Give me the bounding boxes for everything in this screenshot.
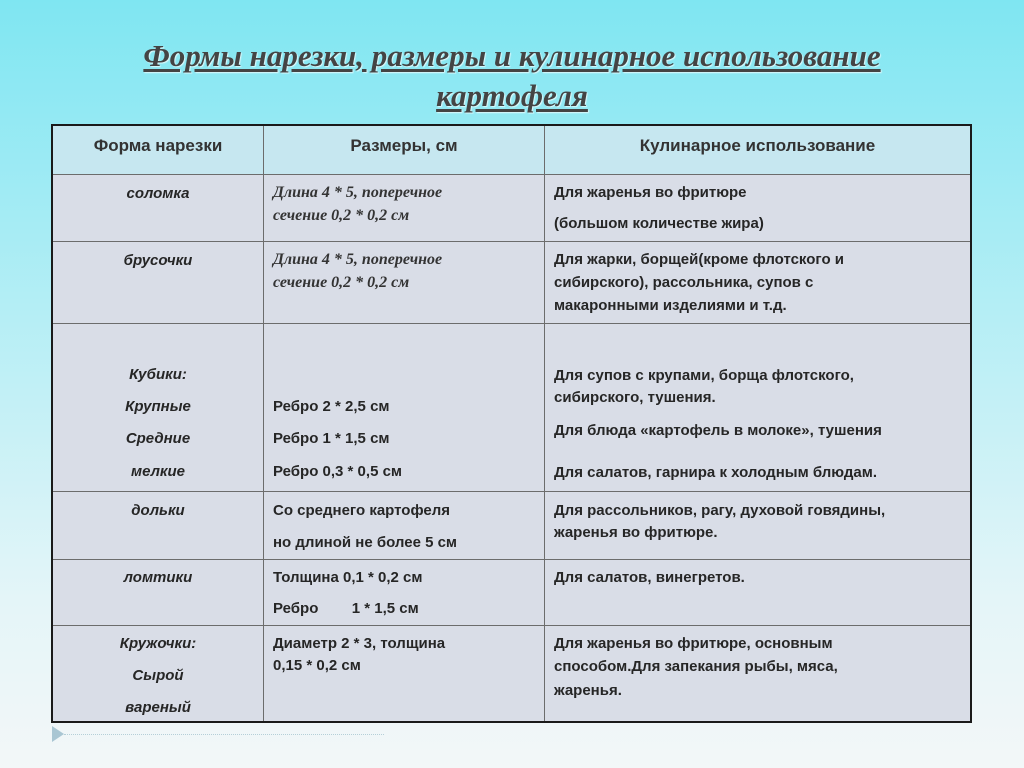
use-text: жаренья. <box>554 682 622 699</box>
use-text: Для супов с крупами, борща флотского, <box>554 367 854 384</box>
table-row <box>53 492 970 560</box>
table-header-row <box>53 126 970 175</box>
form-cell <box>53 560 264 625</box>
size-text: сечение 0,2 * 0,2 см <box>273 274 410 291</box>
table-row <box>53 626 970 721</box>
header-cell-form <box>53 126 264 174</box>
use-cell <box>545 324 970 491</box>
use-cell <box>545 626 970 721</box>
form-text: дольки <box>131 502 185 519</box>
table-row <box>53 560 970 626</box>
size-cell <box>264 324 545 491</box>
use-text: Для жаренья во фритюре, основным <box>554 635 833 652</box>
size-cell <box>264 175 545 241</box>
table-row <box>53 242 970 324</box>
size-cell <box>264 626 545 721</box>
form-cell <box>53 626 264 721</box>
form-cell <box>53 175 264 241</box>
use-text: сибирского), рассольника, супов с <box>554 274 814 291</box>
form-text: Кружочки: <box>119 635 197 652</box>
header-use-label: Кулинарное использование <box>639 136 876 155</box>
footer-divider <box>64 734 384 735</box>
form-cell <box>53 492 264 559</box>
size-text: Со среднего картофеля <box>273 502 450 519</box>
form-text: Крупные <box>125 398 191 415</box>
use-cell <box>545 242 970 323</box>
size-text: но длиной не более 5 см <box>273 534 458 551</box>
form-text: Средние <box>125 430 191 447</box>
header-form-label: Форма нарезки <box>93 136 223 155</box>
use-text: Для жаренья во фритюре <box>554 184 747 201</box>
use-text: (большом количестве жира) <box>554 215 764 232</box>
slide-title <box>0 36 1024 116</box>
potato-cuts-table <box>51 124 972 723</box>
size-text: Длина 4 * 5, поперечное <box>273 251 443 268</box>
title-line-2: картофеля <box>436 78 588 113</box>
table-row <box>53 175 970 242</box>
form-text: Кубики: <box>129 366 187 383</box>
use-text: Для салатов, винегретов. <box>554 569 745 586</box>
use-cell <box>545 175 970 241</box>
use-text: Для салатов, гарнира к холодным блюдам. <box>554 464 877 481</box>
form-text: мелкие <box>130 463 186 480</box>
size-cell <box>264 242 545 323</box>
size-text: Ребро 2 * 2,5 см <box>273 398 390 415</box>
use-text: сибирского, тушения. <box>554 389 716 406</box>
form-cell <box>53 242 264 323</box>
play-arrow-icon <box>52 726 64 742</box>
use-text: Для жарки, борщей(кроме флотского и <box>554 251 845 268</box>
use-cell <box>545 492 970 559</box>
use-text: способом.Для запекания рыбы, мяса, <box>554 658 838 675</box>
form-text: брусочки <box>123 252 193 269</box>
size-text: сечение 0,2 * 0,2 см <box>273 207 410 224</box>
use-text: Для блюда «картофель в молоке», тушения <box>554 422 882 439</box>
size-text: Ребро 0,3 * 0,5 см <box>273 463 403 480</box>
size-text: Ребро 1 * 1,5 см <box>273 430 390 447</box>
size-text: Длина 4 * 5, поперечное <box>273 184 443 201</box>
use-text: жаренья во фритюре. <box>554 524 718 541</box>
header-cell-use <box>545 126 970 174</box>
size-text: Ребро 1 * 1,5 см <box>273 600 419 617</box>
size-text: Диаметр 2 * 3, толщина <box>273 635 446 652</box>
size-cell <box>264 492 545 559</box>
table-row <box>53 324 970 492</box>
form-text: ломтики <box>123 569 193 586</box>
form-cell <box>53 324 264 491</box>
size-text: Толщина 0,1 * 0,2 см <box>273 569 423 586</box>
header-size-label: Размеры, см <box>350 136 458 155</box>
form-text: Сырой <box>132 667 184 684</box>
header-cell-size <box>264 126 545 174</box>
form-text: вареный <box>125 699 191 716</box>
use-text: макаронными изделиями и т.д. <box>554 297 787 314</box>
title-line-1: Формы нарезки, размеры и кулинарное использование <box>143 38 881 73</box>
use-cell <box>545 560 970 625</box>
form-text: соломка <box>126 185 190 202</box>
use-text: Для рассольников, рагу, духовой говядины, <box>554 502 886 519</box>
size-text: 0,15 * 0,2 см <box>273 657 361 674</box>
size-cell <box>264 560 545 625</box>
